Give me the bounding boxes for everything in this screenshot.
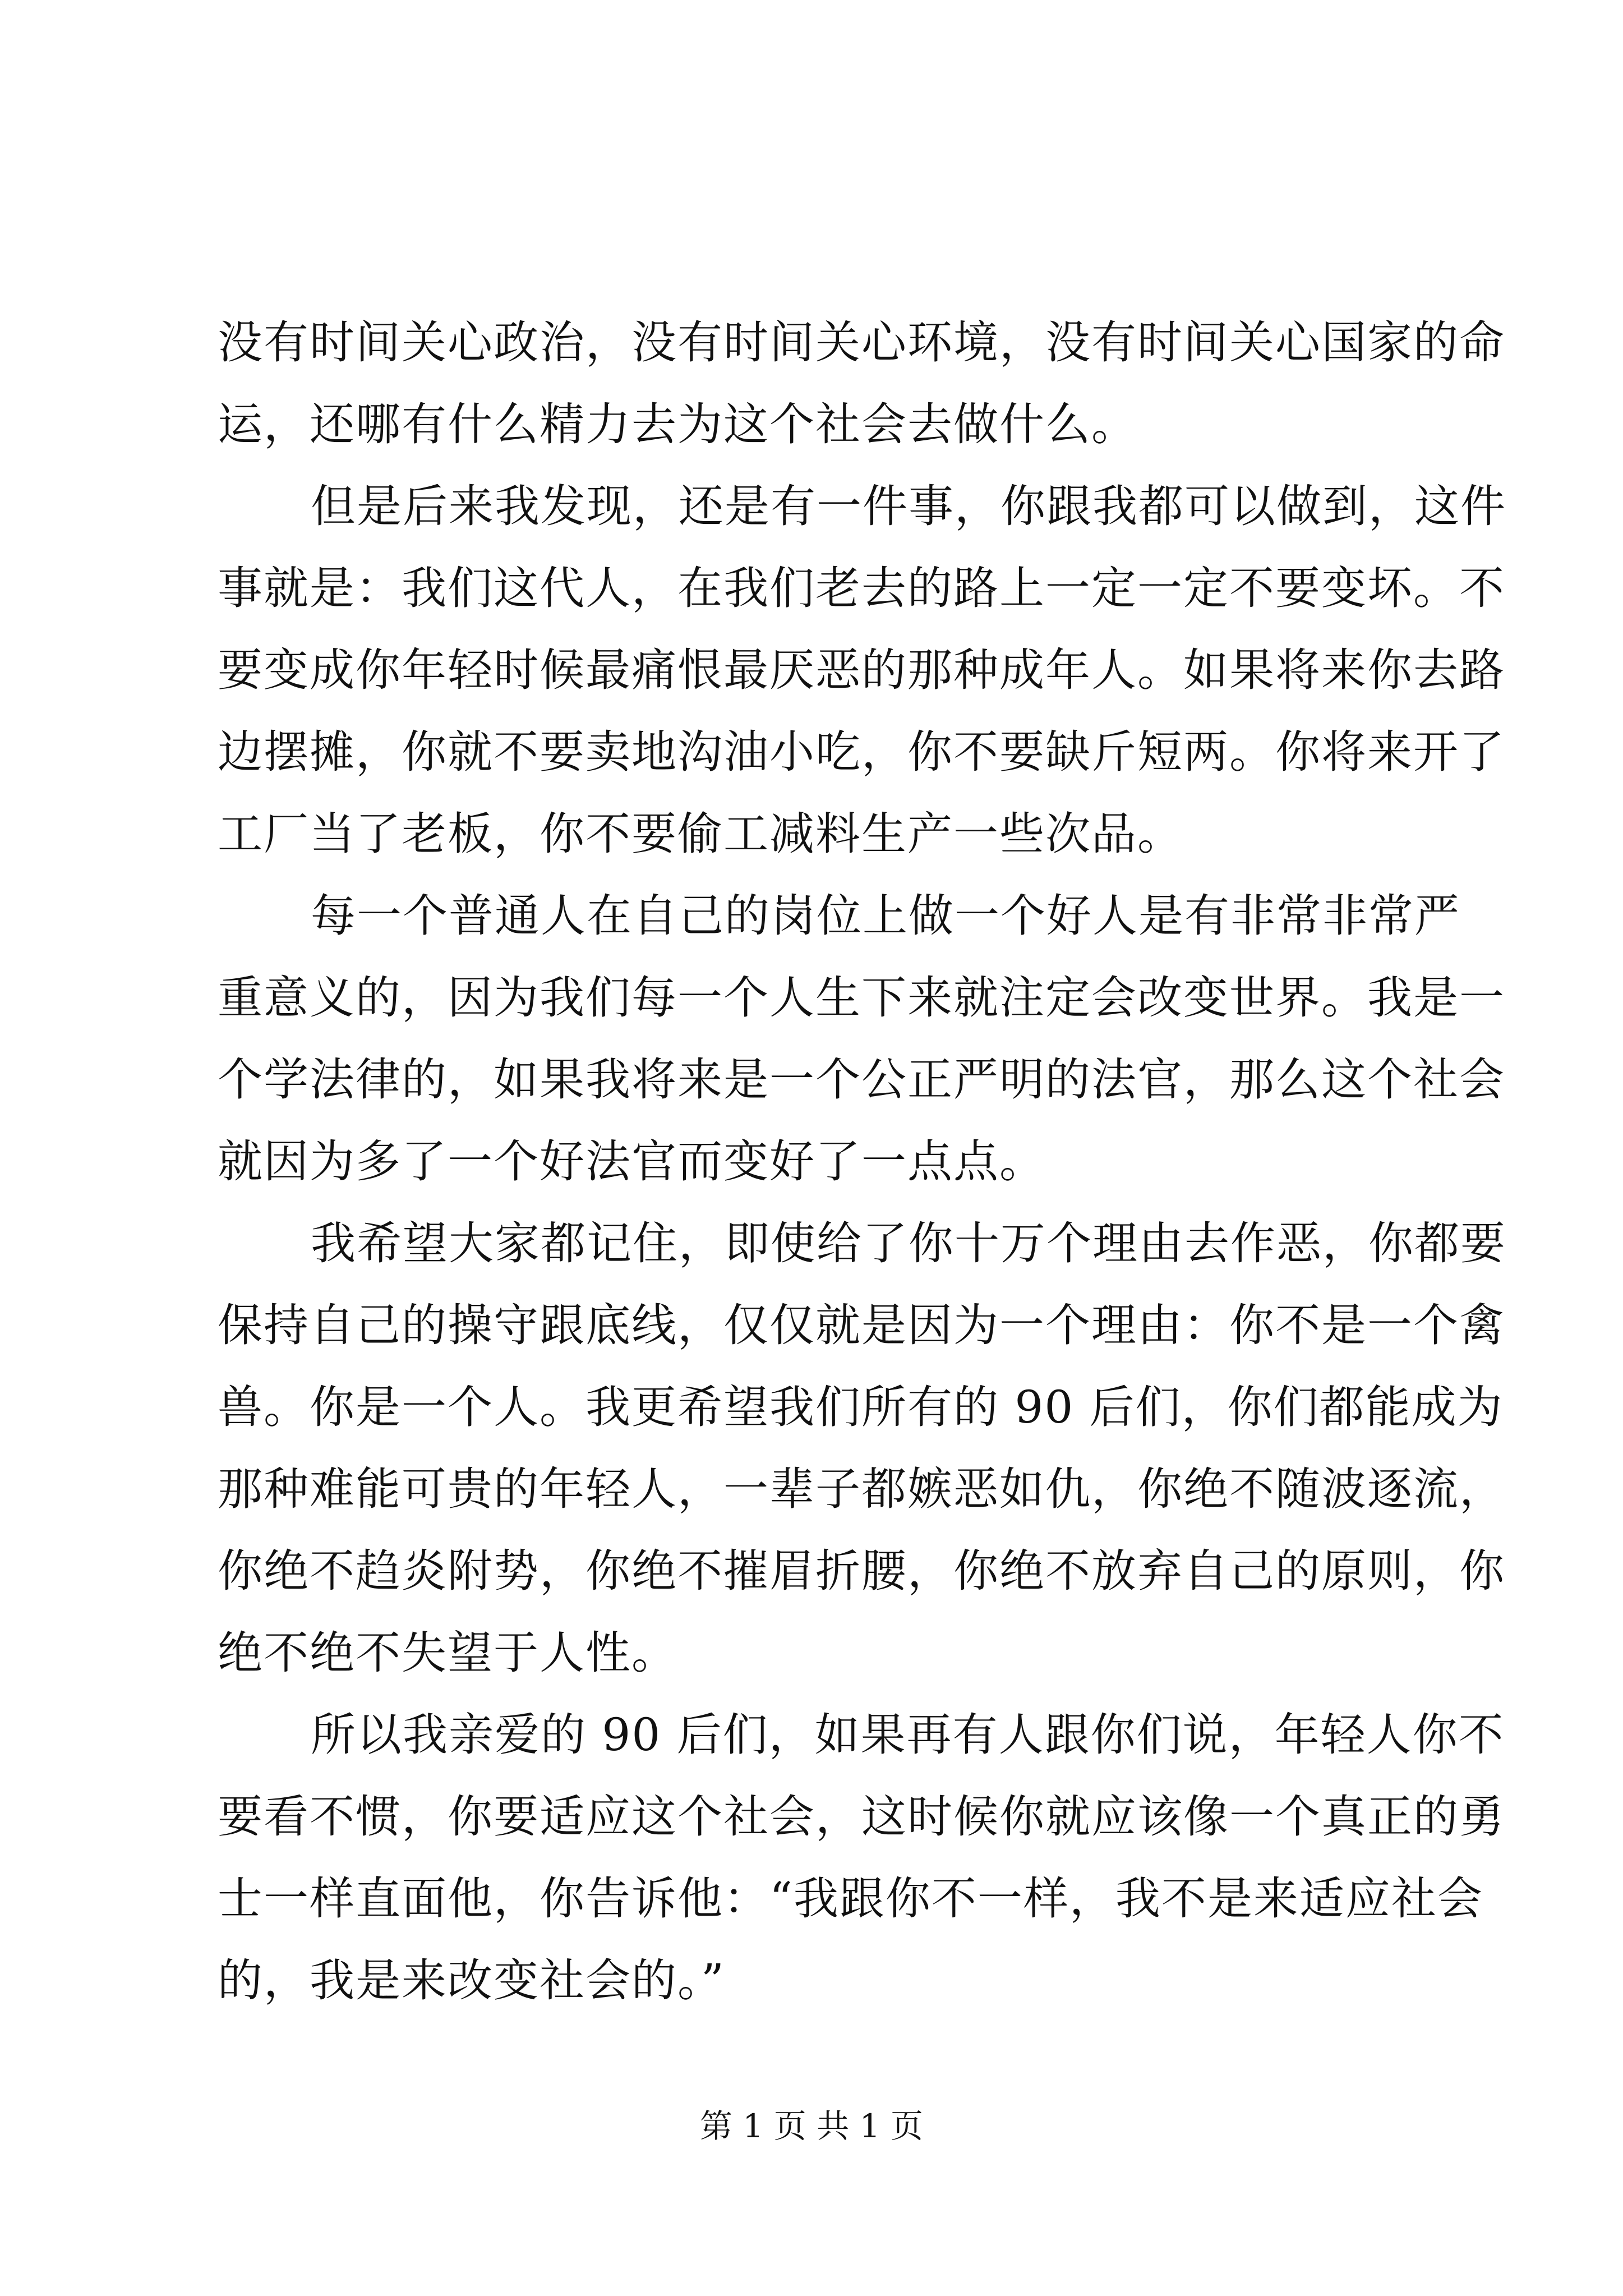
text-line: 兽。你是一个人。我更希望我们所有的 90 后们，你们都能成为 [218, 1381, 1504, 1433]
paragraph-start-line: 我希望大家都记住，即使给了你十万个理由去作恶，你都要 [311, 1217, 1506, 1269]
paragraph-start-line: 每一个普通人在自己的岗位上做一个好人是有非常非常严 [311, 890, 1460, 942]
text-line: 要看不惯，你要适应这个社会，这时候你就应该像一个真正的勇 [218, 1791, 1505, 1843]
text-line: 没有时间关心政治，没有时间关心环境，没有时间关心国家的命 [218, 316, 1505, 369]
paragraph-start-line: 所以我亲爱的 90 后们，如果再有人跟你们说，年轻人你不 [311, 1709, 1505, 1761]
text-line: 要变成你年轻时候最痛恨最厌恶的那种成年人。如果将来你去路 [218, 644, 1505, 696]
text-line: 重意义的，因为我们每一个人生下来就注定会改变世界。我是一 [218, 972, 1505, 1024]
page-footer: 第 1 页 共 1 页 [700, 2107, 923, 2145]
document-body [218, 302, 1506, 2022]
text-line: 的，我是来改变社会的。” [218, 1954, 725, 2007]
text-line: 工厂当了老板，你不要偷工减料生产一些次品。 [218, 808, 1183, 860]
text-line: 保持自己的操守跟底线，仅仅就是因为一个理由：你不是一个禽 [218, 1299, 1505, 1351]
text-line: 那种难能可贵的年轻人，一辈子都嫉恶如仇，你绝不随波逐流， [218, 1463, 1505, 1515]
paragraph-start-line: 但是后来我发现，还是有一件事，你跟我都可以做到，这件 [311, 480, 1506, 532]
text-line: 你绝不趋炎附势，你绝不摧眉折腰，你绝不放弃自己的原则，你 [218, 1545, 1505, 1597]
text-line: 边摆摊，你就不要卖地沟油小吃，你不要缺斤短两。你将来开了 [218, 726, 1505, 778]
text-line: 个学法律的，如果我将来是一个公正严明的法官，那么这个社会 [218, 1053, 1505, 1106]
text-line: 绝不绝不失望于人性。 [218, 1627, 677, 1679]
text-line: 运，还哪有什么精力去为这个社会去做什么。 [218, 398, 1137, 450]
text-line: 事就是：我们这代人，在我们老去的路上一定一定不要变坏。不 [218, 562, 1505, 614]
text-line: 士一样直面他，你告诉他：“我跟你不一样，我不是来适应社会 [218, 1872, 1483, 1925]
text-line: 就因为多了一个好法官而变好了一点点。 [218, 1135, 1045, 1188]
